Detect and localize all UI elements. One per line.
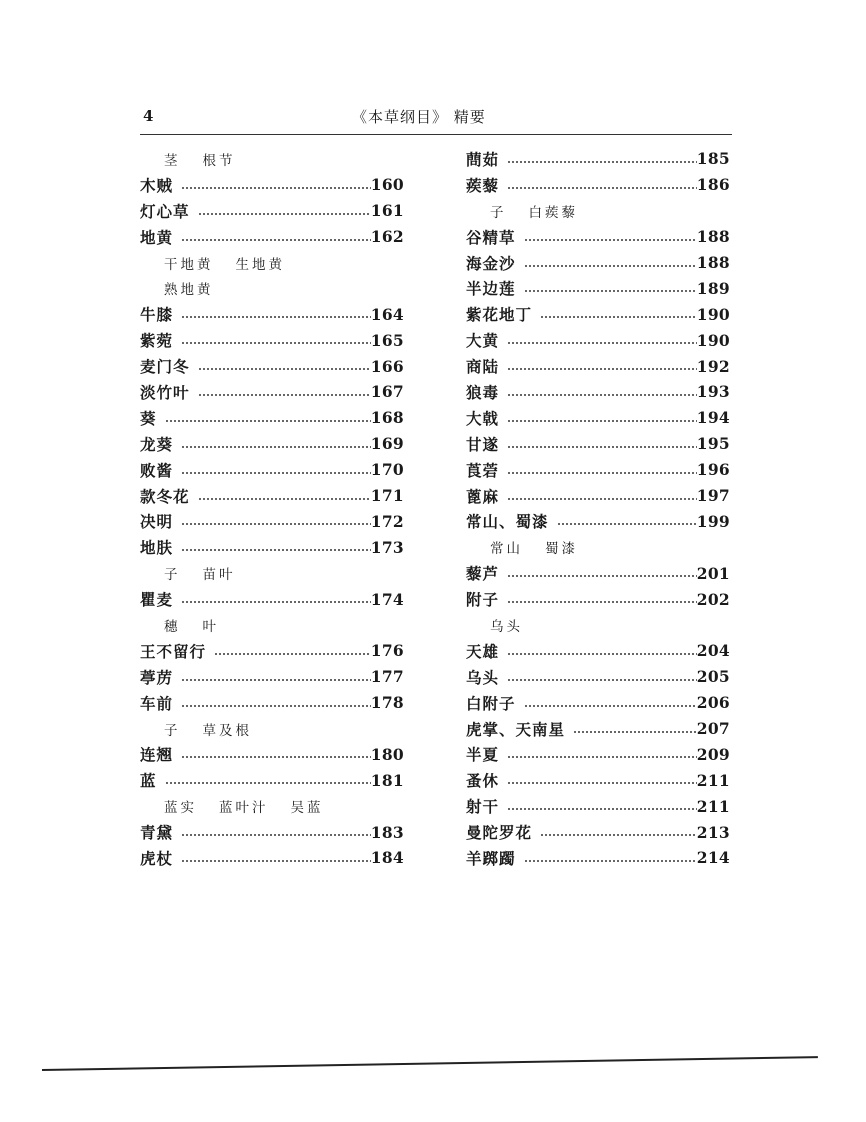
subentry-text: 子: [490, 204, 507, 221]
entry-title: 谷精草: [466, 227, 516, 247]
entry-title: 地肤: [140, 538, 174, 558]
toc-subentry: [140, 146, 404, 172]
toc-subentry: [466, 534, 730, 560]
toc-entry: [466, 250, 730, 276]
entry-title: 决明: [140, 512, 174, 532]
dot-leader: [507, 575, 697, 577]
subentry-text: 生地黄: [235, 256, 285, 273]
entry-page-number: 184: [370, 848, 404, 868]
entry-title: 败酱: [140, 460, 174, 480]
entry-title: 麦门冬: [140, 357, 190, 377]
toc-entry: [140, 224, 404, 250]
entry-page-number: 166: [370, 356, 404, 376]
entry-page-number: 162: [370, 227, 404, 247]
entry-page-number: 174: [370, 589, 404, 609]
entry-page-number: 196: [696, 460, 730, 480]
dot-leader: [181, 446, 371, 448]
subentry-text: 蓝实: [164, 800, 197, 817]
entry-page-number: 188: [696, 253, 730, 272]
entry-page-number: 183: [370, 822, 404, 842]
entry-page-number: 202: [696, 589, 730, 609]
toc-subentry: [140, 275, 404, 301]
entry-page-number: 213: [696, 822, 730, 842]
toc-entry: [466, 405, 730, 431]
entry-title: 地黄: [140, 227, 174, 247]
entry-page-number: 177: [370, 667, 404, 687]
toc-entry: [466, 457, 730, 483]
toc-subentry: [466, 612, 730, 638]
toc-entry: [466, 638, 730, 664]
dot-leader: [507, 653, 697, 655]
toc-entry: [466, 353, 730, 379]
toc-subentry: [140, 793, 404, 819]
dot-leader: [181, 601, 371, 603]
subentry-text: 常山: [490, 541, 523, 558]
entry-title: 蓖麻: [466, 486, 500, 506]
entry-page-number: 205: [696, 667, 730, 687]
toc-entry: [466, 664, 730, 690]
entry-title: 半边莲: [466, 279, 516, 299]
subentry-text: 茎: [164, 152, 181, 169]
subentry-text: 苗叶: [202, 567, 236, 584]
entry-page-number: 172: [370, 511, 404, 531]
entry-title: 白附子: [466, 693, 516, 713]
toc-entry: [466, 819, 730, 845]
entry-page-number: 176: [370, 641, 404, 661]
dot-leader: [524, 239, 697, 241]
dot-leader: [181, 860, 371, 862]
dot-leader: [181, 523, 371, 525]
toc-entry: [140, 638, 404, 664]
toc-entry: [466, 224, 730, 250]
dot-leader: [181, 705, 371, 707]
entry-title: 商陆: [466, 357, 500, 377]
toc-entry: [466, 327, 730, 353]
entry-title: 狼毒: [466, 382, 500, 402]
toc-subentry: [466, 198, 730, 224]
entry-title: 海金沙: [466, 253, 516, 273]
entry-page-number: 170: [370, 460, 404, 480]
toc-entry: [466, 560, 730, 586]
entry-page-number: 181: [370, 770, 404, 790]
entry-page-number: 186: [696, 175, 730, 195]
entry-page-number: 189: [696, 278, 730, 298]
entry-title: 葵: [140, 408, 157, 428]
toc-entry: [140, 457, 404, 483]
dot-leader: [507, 368, 697, 370]
dot-leader: [181, 679, 371, 681]
toc-entry: [140, 767, 404, 793]
entry-page-number: 214: [696, 848, 730, 868]
entry-title: 瞿麦: [140, 590, 174, 610]
dot-leader: [507, 472, 697, 474]
entry-title: 藜芦: [466, 564, 500, 584]
entry-page-number: 211: [696, 796, 730, 816]
subentry-text: 子: [164, 722, 181, 739]
dot-leader: [181, 834, 371, 836]
entry-title: 紫菀: [140, 331, 174, 351]
dot-leader: [507, 446, 697, 448]
subentry-text: 熟地黄: [164, 282, 214, 299]
entry-title: 牛膝: [140, 305, 174, 325]
entry-page-number: 194: [696, 408, 730, 428]
entry-page-number: 197: [696, 486, 730, 506]
dot-leader: [507, 187, 697, 189]
dot-leader: [573, 731, 697, 733]
running-head: 《本草纲目》 精要: [352, 108, 486, 126]
toc-entry: [466, 301, 730, 327]
entry-page-number: 195: [696, 434, 730, 454]
entry-title: 蔄茹: [466, 149, 500, 169]
entry-title: 青黛: [140, 823, 174, 843]
entry-title: 蒺藜: [466, 175, 500, 195]
toc-entry: [140, 431, 404, 457]
toc-entry: [140, 379, 404, 405]
toc-entry: [140, 172, 404, 198]
dot-leader: [557, 523, 697, 525]
dot-leader: [507, 420, 697, 422]
subentry-text: 草及根: [202, 722, 252, 739]
subentry-text: 蓝叶汁: [219, 800, 269, 817]
entry-page-number: 180: [370, 744, 404, 764]
entry-title: 虎杖: [140, 848, 174, 868]
entry-page-number: 168: [370, 408, 404, 428]
entry-title: 灯心草: [140, 201, 190, 221]
toc-entry: [140, 483, 404, 509]
dot-leader: [524, 290, 697, 292]
toc-entry: [140, 534, 404, 560]
dot-leader: [507, 498, 697, 500]
entry-page-number: 209: [696, 744, 730, 764]
entry-title: 龙葵: [140, 434, 174, 454]
entry-page-number: 190: [696, 330, 730, 350]
entry-page-number: 165: [370, 330, 404, 350]
entry-page-number: 178: [370, 693, 404, 713]
dot-leader: [507, 679, 697, 681]
toc-entry: [466, 483, 730, 509]
entry-page-number: 206: [696, 693, 730, 713]
entry-page-number: 173: [370, 537, 404, 557]
toc-entry: [140, 819, 404, 845]
page-number: 4: [143, 107, 154, 125]
dot-leader: [507, 161, 697, 163]
dot-leader: [198, 368, 371, 370]
entry-title: 半夏: [466, 745, 500, 765]
entry-title: 莨菪: [466, 460, 500, 480]
entry-title: 葶苈: [140, 667, 174, 687]
dot-leader: [507, 342, 697, 344]
entry-page-number: 167: [370, 382, 404, 402]
dot-leader: [181, 316, 371, 318]
dot-leader: [524, 705, 697, 707]
toc-entry: [140, 405, 404, 431]
toc-entry: [466, 508, 730, 534]
dot-leader: [165, 420, 371, 422]
subentry-text: 白蒺藜: [528, 204, 578, 221]
dot-leader: [181, 187, 371, 189]
subentry-text: 叶: [202, 618, 219, 635]
entry-page-number: 211: [696, 770, 730, 790]
entry-title: 大黄: [466, 331, 500, 351]
dot-leader: [524, 265, 697, 267]
subentry-text: 干地黄: [164, 256, 214, 273]
toc-entry: [140, 508, 404, 534]
toc-entry: [140, 301, 404, 327]
entry-title: 乌头: [466, 667, 500, 687]
entry-page-number: 164: [370, 304, 404, 324]
entry-page-number: 171: [370, 486, 404, 506]
entry-page-number: 160: [370, 175, 404, 195]
entry-page-number: 185: [696, 149, 730, 169]
entry-title: 羊踯躅: [466, 848, 516, 868]
dot-leader: [181, 472, 371, 474]
entry-title: 蚤休: [466, 771, 500, 791]
entry-title: 附子: [466, 590, 500, 610]
dot-leader: [540, 834, 697, 836]
toc-entry: [466, 690, 730, 716]
toc-entry: [466, 146, 730, 172]
dot-leader: [507, 808, 697, 810]
toc-entry: [466, 716, 730, 742]
dot-leader: [507, 756, 697, 758]
bottom-rule: [42, 1056, 818, 1071]
toc-entry: [140, 198, 404, 224]
toc-subentry: [140, 250, 404, 276]
toc-entry: [466, 793, 730, 819]
toc-entry: [466, 741, 730, 767]
subentry-text: 根节: [202, 152, 236, 169]
entry-title: 王不留行: [140, 641, 207, 661]
entry-title: 曼陀罗花: [466, 823, 533, 843]
entry-page-number: 169: [370, 434, 404, 454]
entry-title: 甘遂: [466, 434, 500, 454]
entry-title: 木贼: [140, 175, 174, 195]
toc-entry: [466, 379, 730, 405]
entry-title: 射干: [466, 797, 500, 817]
dot-leader: [198, 213, 371, 215]
dot-leader: [214, 653, 371, 655]
dot-leader: [181, 342, 371, 344]
toc-entry: [140, 586, 404, 612]
dot-leader: [165, 782, 371, 784]
dot-leader: [181, 549, 371, 551]
entry-page-number: 188: [696, 227, 730, 247]
entry-title: 常山、蜀漆: [466, 512, 549, 532]
entry-title: 大戟: [466, 408, 500, 428]
toc-entry: [466, 845, 730, 871]
entry-page-number: 207: [696, 719, 730, 739]
entry-page-number: 190: [696, 304, 730, 324]
dot-leader: [198, 498, 371, 500]
toc-entry: [466, 767, 730, 793]
toc-entry: [140, 845, 404, 871]
dot-leader: [524, 860, 697, 862]
entry-title: 款冬花: [140, 486, 190, 506]
header-rule: [140, 134, 732, 135]
entry-page-number: 201: [696, 563, 730, 583]
toc-entry: [466, 275, 730, 301]
toc-entry: [140, 353, 404, 379]
entry-page-number: 204: [696, 641, 730, 661]
subentry-text: 乌头: [490, 618, 523, 635]
toc-subentry: [140, 612, 404, 638]
subentry-text: 穗: [164, 618, 181, 635]
entry-title: 蓝: [140, 771, 157, 791]
toc-subentry: [140, 560, 404, 586]
dot-leader: [507, 601, 697, 603]
entry-page-number: 193: [696, 382, 730, 402]
entry-title: 车前: [140, 693, 174, 713]
dot-leader: [507, 394, 697, 396]
toc-entry: [140, 690, 404, 716]
dot-leader: [507, 782, 697, 784]
subentry-text: 吴蓝: [290, 800, 324, 817]
toc-entry: [140, 741, 404, 767]
subentry-text: 蜀漆: [545, 541, 578, 558]
entry-title: 淡竹叶: [140, 382, 190, 402]
toc-entry: [140, 664, 404, 690]
dot-leader: [181, 756, 371, 758]
entry-page-number: 161: [370, 201, 404, 221]
entry-page-number: 199: [696, 511, 730, 531]
toc-left-column: [140, 146, 404, 871]
entry-title: 紫花地丁: [466, 305, 533, 325]
toc-entry: [466, 172, 730, 198]
entry-title: 连翘: [140, 745, 174, 765]
toc-entry: [466, 586, 730, 612]
entry-page-number: 192: [696, 356, 730, 376]
entry-title: 虎掌、天南星: [466, 719, 566, 739]
subentry-text: 子: [164, 567, 181, 584]
toc-right-column: [466, 146, 730, 871]
dot-leader: [540, 316, 697, 318]
toc-entry: [466, 431, 730, 457]
dot-leader: [181, 239, 371, 241]
toc-entry: [140, 327, 404, 353]
toc-subentry: [140, 716, 404, 742]
entry-title: 天雄: [466, 641, 500, 661]
dot-leader: [198, 394, 371, 396]
